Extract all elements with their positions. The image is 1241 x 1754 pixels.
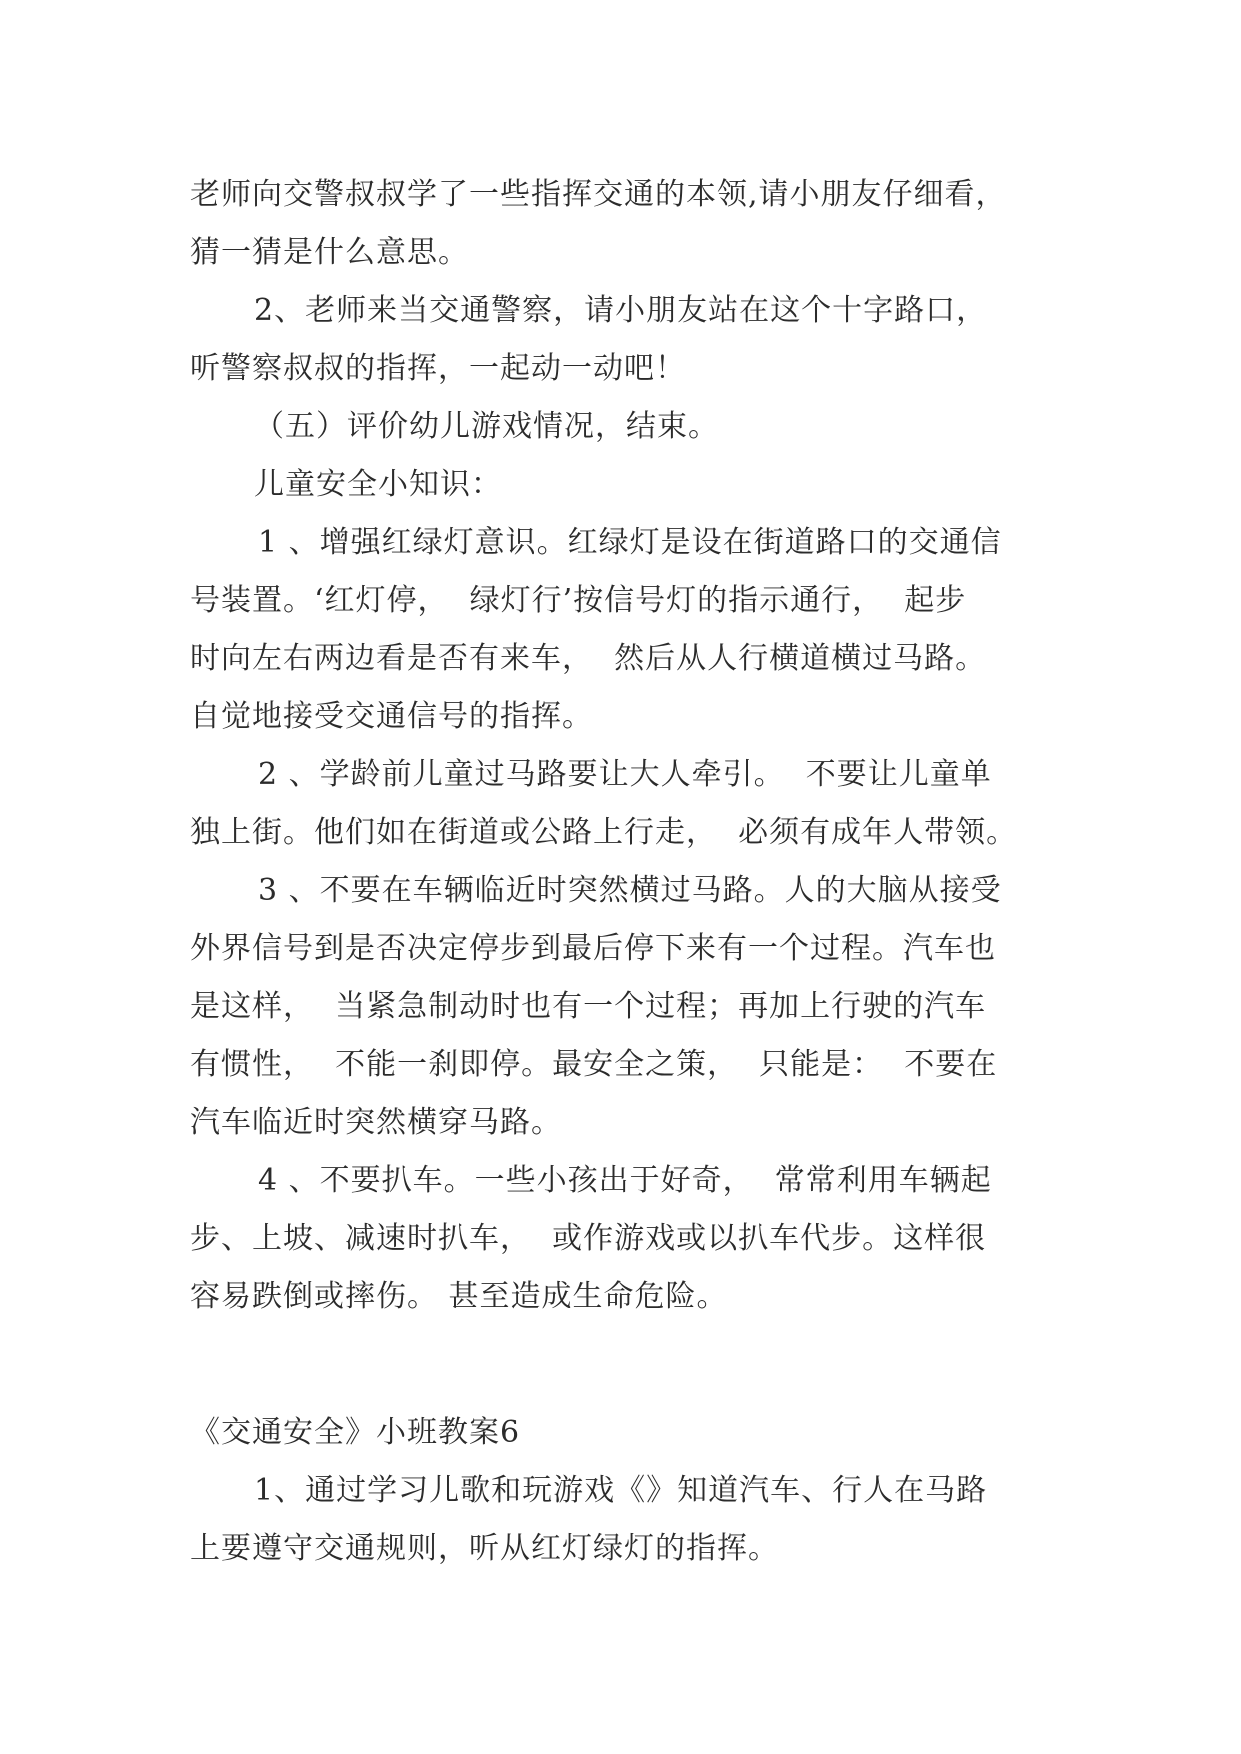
section-title (190, 1404, 1090, 1462)
text-line: 1 、增强红绿灯意识。红绿灯是设在街道路口的交通信 (258, 525, 1002, 560)
text-line: 《交通安全》小班教案6 (190, 1415, 521, 1450)
text-line: 步、上坡、减速时扒车， 或作游戏或以扒车代步。这样很 (190, 1221, 987, 1256)
safety-tip-3 (190, 862, 1090, 1152)
safety-heading (190, 456, 1090, 514)
document-body (190, 166, 1090, 1578)
text-line: 3 、不要在车辆临近时突然横过马路。人的大脑从接受 (258, 873, 1002, 908)
text-line: 2 、学龄前儿童过马路要让大人牵引。 不要让儿童单 (258, 757, 992, 792)
text-line: 时向左右两边看是否有来车， 然后从人行横道横过马路。 (190, 641, 987, 676)
text-line: 听警察叔叔的指挥，一起动一动吧！ (190, 351, 686, 386)
text-line: 自觉地接受交通信号的指挥。 (190, 699, 593, 734)
text-line: 老师向交警叔叔学了一些指挥交通的本领,请小朋友仔细看， (190, 177, 1007, 212)
text-line: 号装置。‘红灯停， 绿灯行’按信号灯的指示通行， 起步 (190, 583, 967, 618)
safety-tip-1 (190, 514, 1090, 746)
intro-paragraph (190, 166, 1090, 282)
section-point-1 (190, 1462, 1090, 1578)
safety-tip-4 (190, 1152, 1090, 1326)
text-line: 有惯性， 不能一刹即停。最安全之策， 只能是： 不要在 (190, 1047, 998, 1082)
text-line: 4 、不要扒车。一些小孩出于好奇， 常常利用车辆起 (258, 1163, 992, 1198)
safety-tip-2 (190, 746, 1090, 862)
step-2-paragraph (190, 282, 1090, 398)
text-line: 上要遵守交通规则，听从红灯绿灯的指挥。 (190, 1531, 779, 1566)
text-line: 外界信号到是否决定停步到最后停下来有一个过程。汽车也 (190, 931, 996, 966)
text-line: 容易跌倒或摔伤。 甚至造成生命危险。 (190, 1279, 728, 1314)
text-line: 独上街。他们如在街道或公路上行走， 必须有成年人带领。 (190, 815, 1018, 850)
text-line: 猜一猜是什么意思。 (190, 235, 469, 270)
text-line: 汽车临近时突然横穿马路。 (190, 1105, 562, 1140)
text-line: 是这样， 当紧急制动时也有一个过程；再加上行驶的汽车 (190, 989, 987, 1024)
step-5-paragraph (190, 398, 1090, 456)
text-line: （五）评价幼儿游戏情况，结束。 (254, 409, 719, 444)
text-line: 儿童安全小知识： (254, 467, 502, 502)
text-line: 1、通过学习儿歌和玩游戏《》知道汽车、行人在马路 (254, 1473, 988, 1508)
text-line: 2、老师来当交通警察，请小朋友站在这个十字路口， (254, 293, 988, 328)
